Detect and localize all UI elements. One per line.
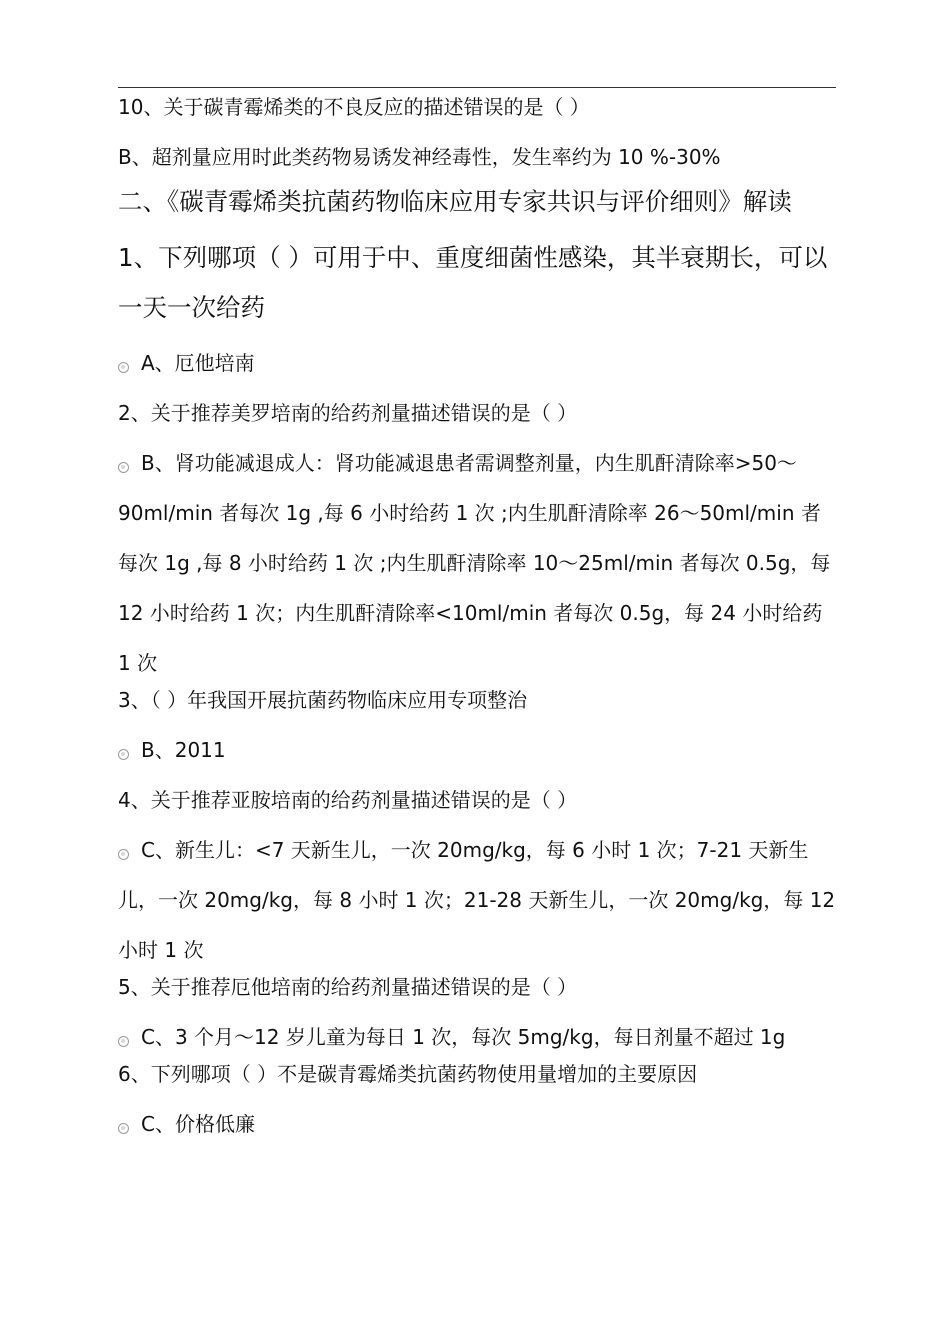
question-3: 3、（ ）年我国开展抗菌药物临床应用专项整治 — [118, 688, 528, 712]
radio-circle-icon — [118, 1123, 129, 1134]
question-4-answer — [118, 825, 836, 975]
question-5-answer — [118, 1012, 836, 1062]
question-5: 5、关于推荐厄他培南的给药剂量描述错误的是（ ） — [118, 975, 578, 999]
question-1: 1、下列哪项（ ）可用于中、重度细菌性感染，其半衰期长，可以一天一次给药 — [118, 243, 828, 322]
question-10: 10、关于碳青霉烯类的不良反应的描述错误的是（ ） — [118, 95, 590, 119]
radio-circle-icon — [118, 749, 129, 760]
answer-text: C、3 个月～12 岁儿童为每日 1 次，每次 5mg/kg，每日剂量不超过 1g — [141, 1025, 786, 1049]
question-10-answer: B、超剂量应用时此类药物易诱发神经毒性，发生率约为 10 %-30% — [118, 145, 721, 169]
radio-circle-icon — [118, 462, 129, 473]
question-1-answer — [118, 349, 836, 377]
question-3-answer — [118, 736, 836, 764]
answer-text: A、厄他培南 — [141, 351, 255, 375]
answer-text: B、肾功能减退成人：肾功能减退患者需调整剂量，内生肌酐清除率>50～90ml/min 者每次 1g ,每 6 小时给药 1 次 ;内生肌酐清除率 26～50ml/min 者每次 1g ,每 8 小时给药 1 次 ;内生肌酐清除率 10～25ml/min 者每次 0.5g，每 12 小时给药 1 次；内生肌酐清除率<10ml/min 者每次 0.5g，每 24 小时给药 1 次 — [118, 451, 831, 675]
question-6: 6、下列哪项（ ）不是碳青霉烯类抗菌药物使用量增加的主要原因 — [118, 1062, 698, 1086]
question-2-answer — [118, 438, 836, 688]
document-body — [118, 93, 836, 1160]
answer-text: C、新生儿：<7 天新生儿，一次 20mg/kg，每 6 小时 1 次；7-21 天新生儿，一次 20mg/kg，每 8 小时 1 次；21-28 天新生儿，一次 20mg/kg，每 12 小时 1 次 — [118, 838, 836, 962]
answer-text: B、2011 — [141, 738, 226, 762]
section-heading: 二、《碳青霉烯类抗菌药物临床应用专家共识与评价细则》解读 — [118, 187, 792, 216]
question-6-answer — [118, 1110, 836, 1138]
question-4: 4、关于推荐亚胺培南的给药剂量描述错误的是（ ） — [118, 788, 578, 812]
question-2: 2、关于推荐美罗培南的给药剂量描述错误的是（ ） — [118, 401, 578, 425]
radio-circle-icon — [118, 849, 129, 860]
radio-circle-icon — [118, 1036, 129, 1047]
answer-text: C、价格低廉 — [141, 1112, 255, 1136]
top-rule — [118, 87, 836, 88]
radio-circle-icon — [118, 362, 129, 373]
